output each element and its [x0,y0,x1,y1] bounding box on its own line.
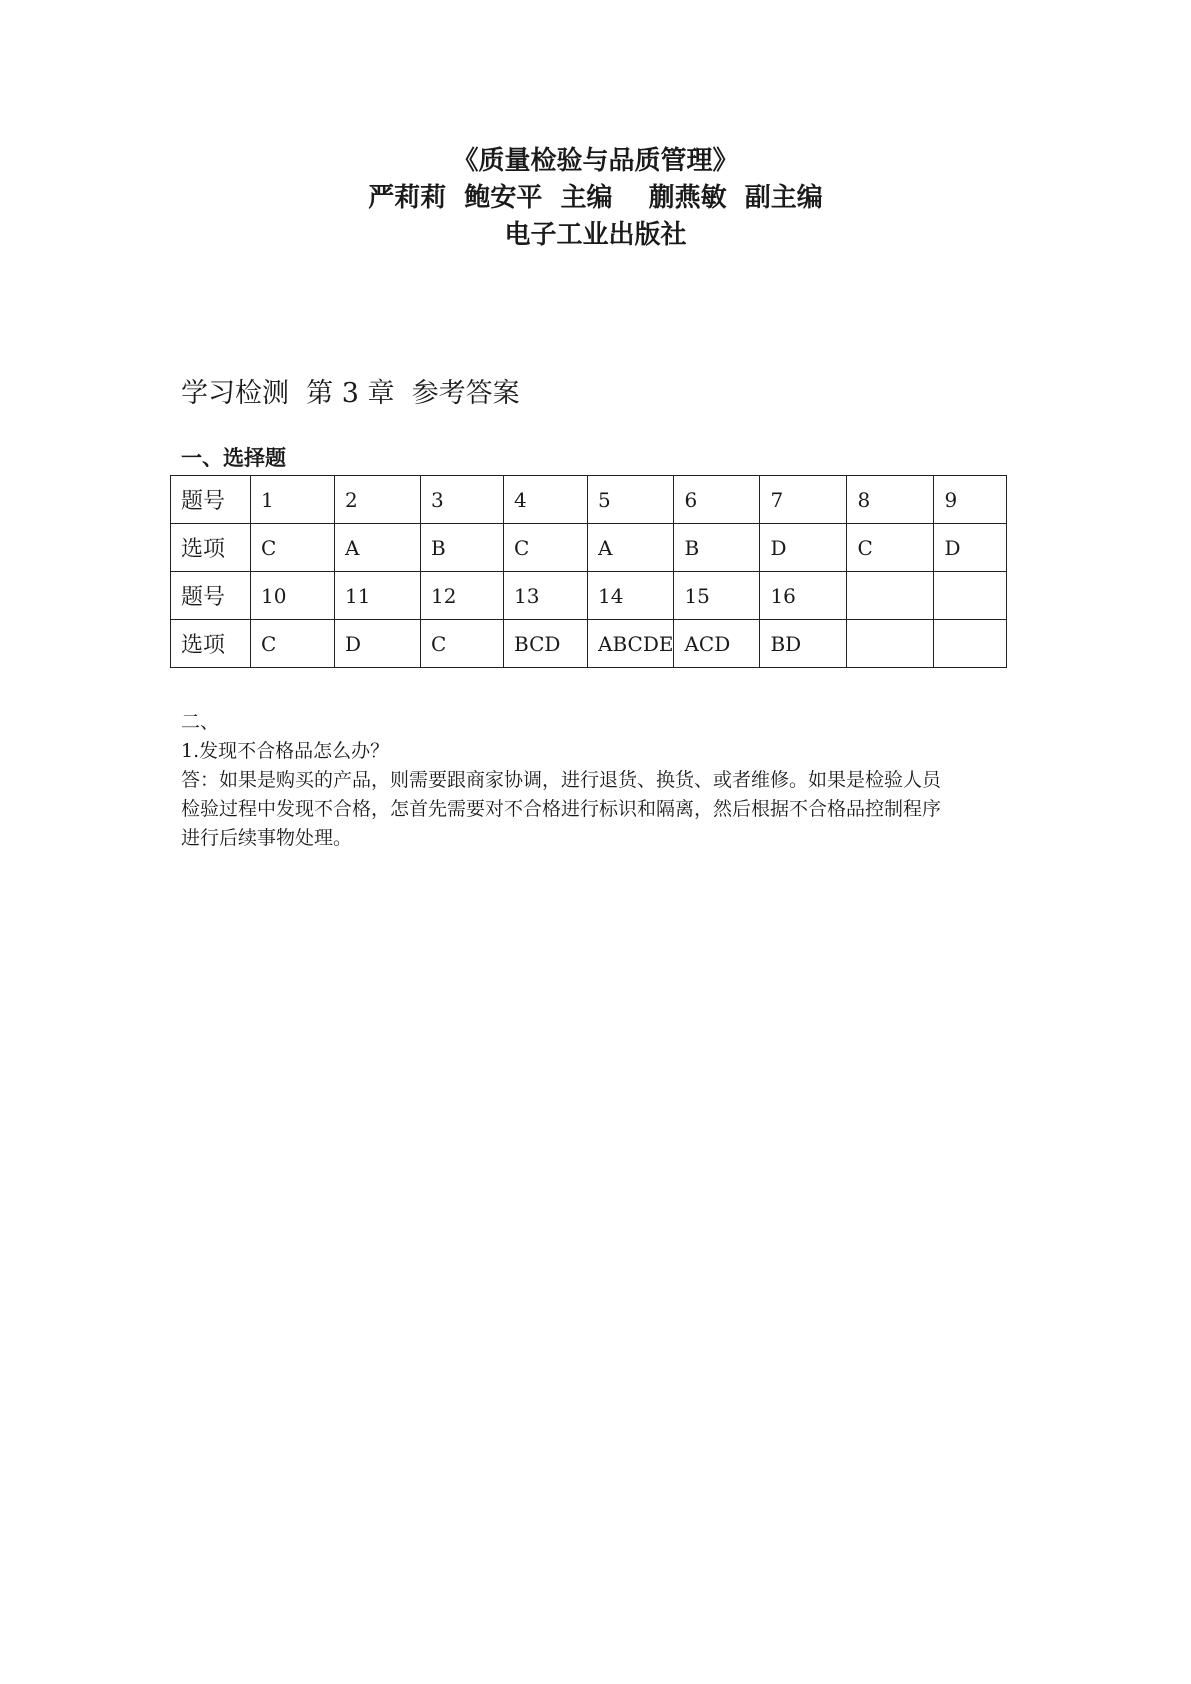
table-cell: ABCDE [588,620,674,668]
table-cell: C [421,620,504,668]
table-row [171,524,1007,572]
table-cell: 11 [335,572,421,620]
short-answer-section [181,708,1021,853]
table-cell: C [251,524,335,572]
table-cell [934,572,1007,620]
table-cell [847,620,934,668]
table-cell: D [760,524,847,572]
table-cell: BD [760,620,847,668]
table-cell: BCD [504,620,588,668]
table-cell: A [588,524,674,572]
table-cell: 10 [251,572,335,620]
table-cell: 6 [674,476,760,524]
table-cell: ACD [674,620,760,668]
question-text: 1.发现不合格品怎么办？ [181,740,390,762]
row-label: 选项 [171,620,251,668]
part2-heading: 二、 [181,711,220,733]
editors-line: 严莉莉 鲍安平 主编 蒯燕敏 副主编 [368,183,823,213]
answer-line: 检验过程中发现不合格，怎首先需要对不合格进行标识和隔离，然后根据不合格品控制程序 [181,798,942,820]
table-cell: B [674,524,760,572]
table-cell: A [335,524,421,572]
book-title: 《质量检验与品质管理》 [452,146,739,176]
document-header [0,143,1191,254]
table-cell: 15 [674,572,760,620]
row-label: 题号 [171,476,251,524]
choice-heading: 一、选择题 [181,446,286,470]
table-cell: C [504,524,588,572]
table-cell: 4 [504,476,588,524]
table-row [171,476,1007,524]
table-cell: 13 [504,572,588,620]
table-cell: 5 [588,476,674,524]
answer-line: 答：如果是购买的产品，则需要跟商家协调，进行退货、换货、或者维修。如果是检验人员 [181,769,942,791]
table-cell: 1 [251,476,335,524]
row-label: 选项 [171,524,251,572]
answer-line: 进行后续事物处理。 [181,827,353,849]
row-label: 题号 [171,572,251,620]
table-cell: 12 [421,572,504,620]
table-cell: 14 [588,572,674,620]
table-cell: B [421,524,504,572]
table-cell: 3 [421,476,504,524]
table-cell: 8 [847,476,934,524]
table-cell: C [251,620,335,668]
answer-table [170,475,1007,668]
table-row [171,620,1007,668]
section-title: 学习检测 第 3 章 参考答案 [181,378,520,409]
table-cell: C [847,524,934,572]
table-row [171,572,1007,620]
table-cell [847,572,934,620]
table-cell: 7 [760,476,847,524]
table-cell: 16 [760,572,847,620]
table-cell: 9 [934,476,1007,524]
table-cell: 2 [335,476,421,524]
table-cell: D [335,620,421,668]
publisher-line: 电子工业出版社 [504,220,687,250]
table-cell: D [934,524,1007,572]
table-cell [934,620,1007,668]
